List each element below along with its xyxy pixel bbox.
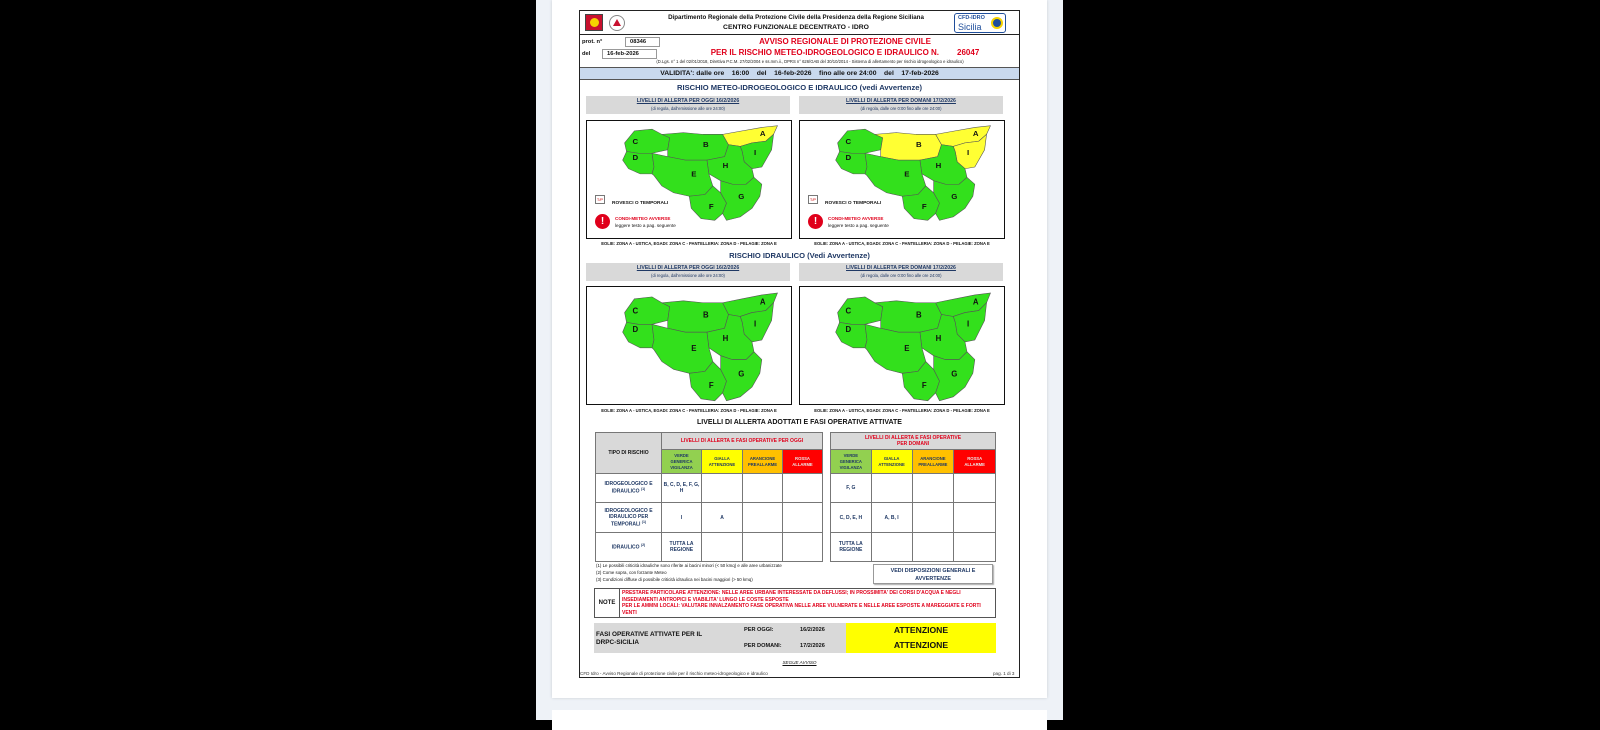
footnote-2: (2) Come sopra, con forzante Meteo: [596, 570, 667, 575]
table-row: [831, 533, 996, 562]
del-label: del: [582, 51, 591, 57]
islands-note: EOLIE: ZONA A - USTICA, EGADI: ZONA C - PANTELLERIA: ZONA D - PELAGIE: ZONA E: [814, 241, 990, 246]
table-row: [831, 474, 996, 503]
table-row: [596, 474, 823, 503]
panel-idra-oggi-header: [586, 263, 790, 281]
zone-label-i: I: [753, 148, 757, 157]
page-footer: CFD Idro - Avviso Regionale di protezione civile per il rischio meteo-idrogeologico e idraulico: [580, 671, 768, 676]
level-arancione: ARANCIONE PREALLARME: [743, 450, 783, 474]
level-verde: VERDE GENERICA VIGILANZA: [831, 450, 872, 474]
storm-icon: T/P: [809, 197, 817, 202]
zone-label-h: H: [722, 333, 729, 343]
zone-label-e: E: [904, 169, 910, 179]
zone-label-a: A: [759, 129, 766, 138]
title-line-2: PER IL RISCHIO METEO-IDROGEOLOGICO E IDRAULICO N.: [710, 48, 940, 57]
zone-label-a: A: [972, 297, 979, 307]
warning-icon: !: [595, 214, 610, 229]
zone-c: [625, 129, 670, 153]
level-cell: [702, 533, 743, 562]
level-cell: C, D, E, H: [831, 503, 872, 533]
fasi-operative: [594, 623, 996, 653]
zone-label-d: D: [845, 325, 852, 335]
islands-note: EOLIE: ZONA A - USTICA, EGADI: ZONA C - PANTELLERIA: ZONA D - PELAGIE: ZONA E: [601, 408, 777, 413]
fasi-domani-label: PER DOMANI:: [744, 643, 782, 649]
level-cell: [783, 474, 823, 503]
zone-label-i: I: [966, 148, 970, 157]
zone-label-d: D: [632, 325, 639, 335]
level-cell: [912, 474, 954, 503]
zone-label-e: E: [691, 169, 697, 179]
panel-subtitle: (di regola, dalle ore 0:00 fino alle ore 24:00): [860, 106, 942, 111]
dept-name: Dipartimento Regionale della Protezione Civile della Presidenza della Regione Siciliana: [668, 14, 924, 21]
cfd-idro-logo: [954, 13, 1006, 33]
zone-label-b: B: [916, 140, 922, 150]
zone-label-g: G: [738, 192, 745, 201]
levels-header-row: [831, 450, 996, 474]
civil-protection-logo: [609, 15, 625, 31]
zone-label-c: C: [632, 306, 639, 316]
table-row: [596, 503, 823, 533]
zone-d: [836, 322, 867, 347]
level-cell: [783, 533, 823, 562]
level-cell: [743, 503, 783, 533]
zone-label-a: A: [972, 129, 979, 138]
legend-rovesci: ROVESCI O TEMPORALI: [612, 201, 669, 206]
cfd-badge-bottom: Sicilia: [958, 22, 982, 32]
prot-label: prot. n°: [582, 39, 603, 45]
panel-title: LIVELLI DI ALLERTA PER DOMANI 17/2/2026: [846, 265, 956, 271]
level-cell: [912, 533, 954, 562]
pdf-page: [552, 0, 1047, 698]
del-date: 16-feb-2026: [602, 49, 657, 59]
zone-label-i: I: [753, 319, 757, 329]
fasi-label: FASI OPERATIVE ATTIVATE PER IL DRPC-SICILIA: [596, 631, 703, 646]
header: [580, 11, 1019, 35]
note-text: PRESTARE PARTICOLARE ATTENZIONE: NELLE AREE URBANE INTERESSATE DA DEFLUSSI; IN PROSSIMITA' DEI CORSI D'ACQUA E NEGLI INSEDIAMENTI ANTROPICI E VIABILITA' LUNGO LE COSTE ESPOSTE PER LE AMMNI LOCALI: VALUTARE INNALZAMENTO FASE OPERATIVA NELLE AREE VULNERATE E NELLE AREE ESPOSTE A MAREGGIATE E FORTI VENTI: [622, 590, 981, 616]
zone-d: [623, 322, 654, 347]
sicily-seal-icon: [991, 17, 1003, 29]
sicily-map: [587, 287, 791, 404]
zone-label-f: F: [708, 381, 714, 391]
footnote-3: (3) Condizioni diffuse di possibile criticità idraulica nei bacini maggiori (> 50 kmq): [596, 577, 753, 582]
alert-number: 26047: [957, 48, 980, 57]
fasi-domani-date: 17/2/2026: [800, 643, 825, 649]
zone-label-g: G: [951, 192, 958, 201]
alert-title: [680, 36, 1010, 58]
levels-table-domani: [830, 432, 996, 562]
level-cell: [954, 503, 996, 533]
table-row: [831, 503, 996, 533]
section-idraulico-title: RISCHIO IDRAULICO (Vedi Avvertenze): [729, 251, 870, 260]
zone-label-h: H: [935, 333, 942, 343]
zone-label-i: I: [966, 319, 970, 329]
fasi-oggi-date: 16/2/2026: [800, 627, 825, 633]
level-cell: [954, 474, 996, 503]
pdf-viewer[interactable]: [536, 0, 1063, 720]
zone-label-b: B: [916, 310, 922, 320]
document-frame: [579, 10, 1020, 678]
level-cell: F, G: [831, 474, 872, 503]
note-box: [594, 588, 996, 618]
oggi-header: LIVELLI DI ALLERTA E FASI OPERATIVE PER OGGI: [662, 433, 823, 450]
level-cell: [743, 474, 783, 503]
level-cell: [743, 533, 783, 562]
level-arancione: ARANCIONE PREALLARME: [912, 450, 954, 474]
zone-c: [838, 297, 883, 324]
level-cell: A: [702, 503, 743, 533]
panel-title: LIVELLI DI ALLERTA PER OGGI 16/2/2026: [636, 98, 740, 104]
centre-name: CENTRO FUNZIONALE DECENTRATO - IDRO: [723, 24, 869, 31]
map-meteo-oggi: [586, 120, 792, 239]
level-cell: [783, 503, 823, 533]
level-cell: TUTTA LA REGIONE: [662, 533, 702, 562]
title-line-1: AVVISO REGIONALE DI PROTEZIONE CIVILE: [759, 37, 931, 46]
zone-label-g: G: [951, 369, 958, 379]
zone-label-g: G: [738, 369, 745, 379]
tipo-rischio-header: TIPO DI RISCHIO: [596, 433, 662, 474]
fasi-oggi-label: PER OGGI:: [744, 627, 774, 633]
zone-label-b: B: [703, 140, 709, 150]
domani-header: LIVELLI DI ALLERTA E FASI OPERATIVE PER DOMANI: [831, 433, 996, 450]
level-verde: VERDE GENERICA VIGILANZA: [662, 450, 702, 474]
map-idra-domani: [799, 286, 1005, 405]
section-meteo-title: RISCHIO METEO-IDROGEOLOGICO E IDRAULICO (vedi Avvertenze): [677, 83, 922, 92]
level-cell: TUTTA LA REGIONE: [831, 533, 872, 562]
zone-label-f: F: [921, 202, 927, 212]
zone-c: [838, 129, 883, 153]
zone-label-d: D: [845, 153, 852, 162]
validity-bar: VALIDITA': dalle ore 16:00 del 16-feb-2026 fino alle ore 24:00 del 17-feb-2026: [580, 67, 1019, 80]
zone-label-a: A: [759, 297, 766, 307]
level-cell: [871, 533, 912, 562]
zone-label-e: E: [691, 343, 697, 353]
level-cell: I: [662, 503, 702, 533]
islands-note: EOLIE: ZONA A - USTICA, EGADI: ZONA C - PANTELLERIA: ZONA D - PELAGIE: ZONA E: [601, 241, 777, 246]
cfd-badge-top: CFD-IDRO: [958, 15, 985, 21]
zone-label-f: F: [921, 381, 927, 391]
panel-meteo-domani-header: [799, 96, 1003, 114]
zone-b: [875, 301, 942, 332]
zone-label-d: D: [632, 153, 639, 162]
panel-title: LIVELLI DI ALLERTA PER DOMANI 17/2/2026: [846, 98, 956, 104]
map-meteo-domani: [799, 120, 1005, 239]
zone-d: [623, 152, 654, 174]
level-cell: [912, 503, 954, 533]
zone-label-h: H: [722, 161, 729, 170]
vedi-disposizioni-button[interactable]: VEDI DISPOSIZIONI GENERALI E AVVERTENZE: [873, 564, 993, 584]
panel-title: LIVELLI DI ALLERTA PER OGGI 16/2/2026: [636, 265, 740, 271]
fasi-domani-value: ATTENZIONE: [846, 638, 996, 653]
legend-condi-meteo: CONDI-METEO AVVERSE leggere testo a pag. seguente: [615, 216, 676, 228]
legend-rovesci: ROVESCI O TEMPORALI: [825, 201, 882, 206]
panel-subtitle: (di regola, dall'emissione alle ore 24:00): [651, 273, 725, 278]
page-number: pag. 1 di 3: [993, 671, 1015, 676]
zone-label-f: F: [708, 202, 714, 212]
level-gialla: GIALLA ATTENZIONE: [871, 450, 912, 474]
legend-condi-meteo: CONDI-METEO AVVERSE leggere testo a pag. seguente: [828, 216, 889, 228]
storm-icon: T/P: [596, 197, 604, 202]
zone-b: [662, 133, 729, 161]
level-rossa: ROSSA ALLARME: [783, 450, 823, 474]
map-idra-oggi: [586, 286, 792, 405]
islands-note: EOLIE: ZONA A - USTICA, EGADI: ZONA C - PANTELLERIA: ZONA D - PELAGIE: ZONA E: [814, 408, 990, 413]
zone-label-c: C: [845, 137, 852, 146]
zone-d: [836, 152, 867, 174]
panel-subtitle: (di regola, dalle ore 0:00 fino alle ore 24:00): [860, 273, 942, 278]
level-cell: [871, 474, 912, 503]
level-cell: A, B, I: [871, 503, 912, 533]
risk-type: IDROGEOLOGICO E IDRAULICO $^{(1)}$: [596, 474, 662, 503]
levels-table-oggi: [595, 432, 823, 562]
zone-label-c: C: [845, 306, 852, 316]
fasi-oggi-value: ATTENZIONE: [846, 623, 996, 638]
zone-c: [625, 297, 670, 324]
protocol-block: [582, 37, 672, 60]
segue-avviso: SEGUE AVVISO: [782, 660, 817, 665]
level-cell: [702, 474, 743, 503]
levels-title: LIVELLI DI ALLERTA ADOTTATI E FASI OPERATIVE ATTIVATE: [697, 419, 902, 426]
zone-label-b: B: [703, 310, 709, 320]
warning-icon: !: [808, 214, 823, 229]
sicily-map: [800, 287, 1004, 404]
next-page-peek: [552, 710, 1047, 730]
panel-meteo-oggi-header: [586, 96, 790, 114]
risk-type: IDROGEOLOGICO E IDRAULICO PER TEMPORALI $^{(1)}$: [596, 503, 662, 533]
level-rossa: ROSSA ALLARME: [954, 450, 996, 474]
zone-label-c: C: [632, 137, 639, 146]
panel-subtitle: (di regola, dall'emissione alle ore 24:00): [651, 106, 725, 111]
prot-number: 08346: [625, 37, 660, 47]
zone-b: [875, 133, 942, 161]
footnote-1: (1) Le possibili criticità idrauliche sono riferite ai bacini minori (< 50 kmq) e alle aree urbanizzate: [596, 563, 782, 568]
note-label: NOTE: [595, 589, 620, 617]
legal-reference: (D.Lgs. n° 1 del 02/01/2018, Direttiva P.C.M. 27/02/2004 e ss.mm.ii., DPRS n° 626/GAB del 30/10/2014 - Sistema di allertamento per rischio idrogeologico e idraulico): [656, 59, 964, 64]
risk-type: IDRAULICO $^{(2)}$: [596, 533, 662, 562]
zone-label-h: H: [935, 161, 942, 170]
zone-b: [662, 301, 729, 332]
table-row: [596, 533, 823, 562]
zone-label-e: E: [904, 343, 910, 353]
panel-idra-domani-header: [799, 263, 1003, 281]
level-cell: [954, 533, 996, 562]
sicily-flag-logo: [585, 14, 603, 31]
level-cell: B, C, D, E, F, G, H: [662, 474, 702, 503]
level-gialla: GIALLA ATTENZIONE: [702, 450, 743, 474]
